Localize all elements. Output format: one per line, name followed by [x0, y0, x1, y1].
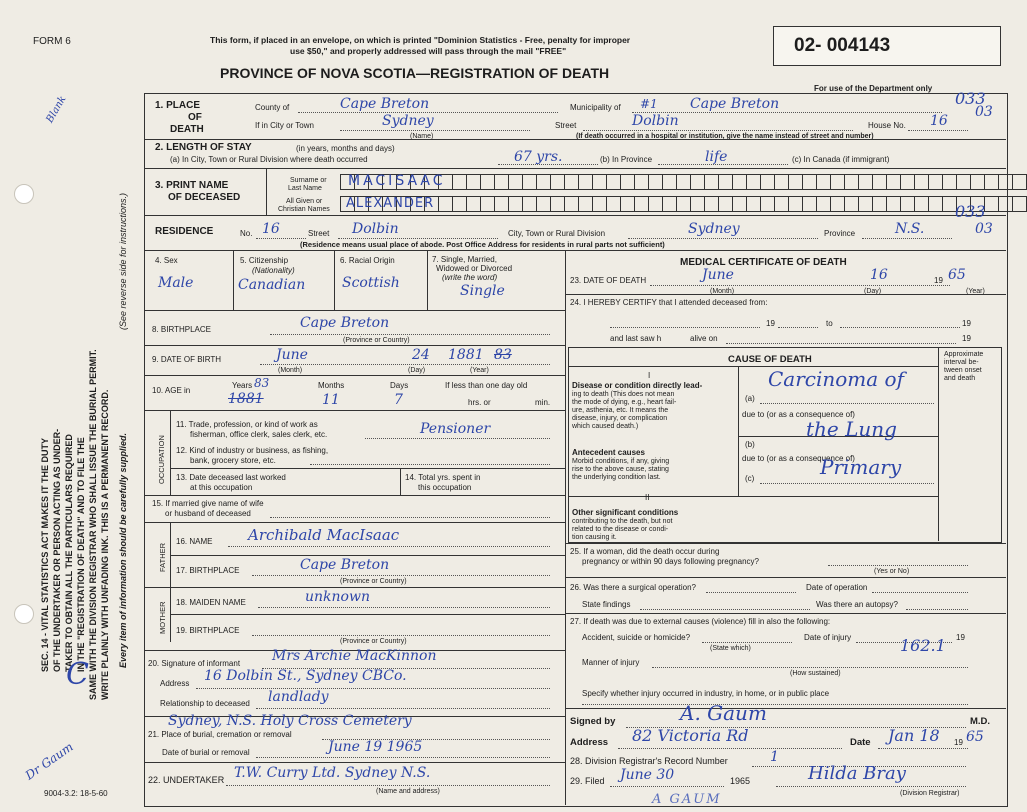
- nationality-label: (Nationality): [252, 266, 295, 275]
- form-title: PROVINCE OF NOVA SCOTIA—REGISTRATION OF DEATH: [220, 65, 610, 81]
- mother-birthplace-label: 19. BIRTHPLACE: [176, 626, 240, 635]
- other-line-2: contributing to the death, but not: [572, 518, 673, 525]
- marital-value: Single: [460, 283, 505, 299]
- antecedent-line-3: rise to the above cause, stating: [572, 466, 669, 473]
- residence-note: (Residence means usual place of abode. Post Office Address for residents in rural parts not sufficient): [300, 240, 665, 249]
- citizenship-value: Canadian: [238, 277, 306, 293]
- other-line-1: Other significant conditions: [572, 508, 679, 517]
- disease-line-6: which caused death.): [572, 423, 639, 430]
- stay-b-label: (b) In Province: [600, 155, 653, 164]
- age-years-label: Years: [232, 381, 253, 390]
- father-birthplace-label: 17. BIRTHPLACE: [176, 566, 240, 575]
- father-name-value: Archibald MacIsaac: [248, 526, 400, 544]
- age-years-value: 83: [254, 376, 270, 390]
- death-nineteen: 19: [934, 276, 943, 285]
- place-label: 1. PLACE: [155, 100, 201, 111]
- due-to-label-2: due to (or as a consequence of): [742, 454, 855, 463]
- section-roman-2: II: [645, 493, 650, 502]
- given-value: ALEXANDER: [346, 196, 435, 211]
- informant-address-label: Address: [160, 679, 190, 688]
- sustained-sub: (How sustained): [790, 670, 841, 677]
- medical-certificate-title: MEDICAL CERTIFICATE OF DEATH: [680, 257, 847, 268]
- residence-city-label: City, Town or Rural Division: [508, 229, 606, 238]
- occ13-line1: 13. Date deceased last worked: [176, 473, 286, 482]
- burial-label: 21. Place of burial, cremation or removal: [148, 730, 292, 739]
- cause-c-label: (c): [745, 474, 755, 483]
- specify-label: Specify whether injury occurred in industry, in home, or in public place: [582, 689, 830, 698]
- city-value: Sydney: [382, 113, 434, 129]
- informant-address-value: 16 Dolbin St., Sydney CBCo.: [204, 668, 407, 684]
- age-label: 10. AGE in: [152, 386, 191, 395]
- spouse-label-2: or husband of deceased: [165, 509, 251, 518]
- municipality-label: Municipality of: [570, 103, 621, 112]
- side-handwritten-blank: Blank: [44, 94, 69, 125]
- occupation-value: Pensioner: [420, 421, 491, 437]
- death-month-value: June: [702, 267, 734, 283]
- mail-notice-line1: This form, if placed in an envelope, on which is printed "Dominion Statistics - Free, penalty for improper: [210, 35, 631, 45]
- registration-number: 02- 004143: [794, 35, 891, 56]
- county-value: Cape Breton: [340, 96, 430, 112]
- cause-a-label: (a): [745, 394, 755, 403]
- occ11-line2: fisherman, office clerk, sales clerk, etc.: [190, 430, 328, 439]
- filed-year-value: 1965: [730, 776, 751, 786]
- occupation-vertical-label: OCCUPATION: [157, 435, 166, 484]
- age-min-label: min.: [535, 398, 551, 407]
- certify-19-a: 19: [766, 319, 775, 328]
- mail-notice-line2: use $50," and properly addressed will pass through the mail "FREE": [290, 46, 567, 56]
- death-day-sub: (Day): [864, 288, 882, 295]
- birthplace-value: Cape Breton: [300, 315, 390, 331]
- death-month-sub: (Month): [710, 288, 735, 295]
- dob-month: June: [276, 347, 308, 363]
- province-label: Province: [824, 229, 856, 238]
- section-roman-1: I: [648, 371, 651, 380]
- death-day-value: 16: [870, 267, 888, 283]
- print-name-label: 3. PRINT NAME: [155, 180, 229, 191]
- disease-line-2: ing to death (This does not mean: [572, 391, 675, 398]
- manner-label: Manner of injury: [582, 658, 640, 667]
- occ14-line1: 14. Total yrs. spent in: [405, 473, 481, 482]
- registration-number-box: [773, 26, 1001, 66]
- relationship-value: landlady: [268, 689, 329, 705]
- mother-birthplace-sub: (Province or Country): [340, 638, 407, 645]
- residence-city-value: Sydney: [688, 221, 740, 237]
- record-number-value: 1: [770, 749, 779, 765]
- signature-19: 19: [954, 738, 963, 747]
- code-1: 033: [955, 89, 986, 108]
- origin-value: Scottish: [342, 275, 400, 291]
- residence-street-value: Dolbin: [352, 221, 399, 237]
- signer-value: A. Gaum: [680, 701, 767, 725]
- citizenship-label: 5. Citizenship: [240, 256, 289, 265]
- signed-by-label: Signed by: [570, 716, 616, 727]
- occ12-line2: bank, grocery store, etc.: [190, 456, 276, 465]
- cause-b-value: the Lung: [806, 417, 897, 441]
- stamp-value: A GAUM: [652, 792, 722, 807]
- disease-line-4: ure, asthenia, etc. It means the: [572, 407, 669, 414]
- record-number-label: 28. Division Registrar's Record Number: [570, 756, 728, 766]
- name-sublabel: (Name): [410, 133, 434, 140]
- injury-date-label: Date of injury: [804, 633, 852, 642]
- other-line-4: tion causing it.: [572, 534, 617, 541]
- age-days-value: 7: [394, 392, 403, 408]
- division-registrar-sub: (Division Registrar): [900, 790, 960, 797]
- relationship-label: Relationship to deceased: [160, 699, 250, 708]
- burial-date-label: Date of burial or removal: [162, 748, 250, 757]
- birthplace-sub: (Province or Country): [343, 337, 410, 344]
- stay-a-value: 67 yrs.: [514, 149, 563, 165]
- residence-no-value: 16: [262, 221, 280, 237]
- cause-a-value: Carcinoma of: [768, 367, 904, 391]
- christian-names-label: Christian Names: [278, 206, 330, 213]
- house-label: House No.: [868, 121, 906, 130]
- mother-maiden-value: unknown: [305, 589, 370, 605]
- cause-c-value: Primary: [820, 455, 902, 479]
- age-months-value: 11: [322, 392, 340, 408]
- dob-year: 1881: [448, 347, 484, 363]
- province-value: N.S.: [895, 221, 925, 237]
- age-struck-value: 1881: [228, 391, 264, 407]
- marital-label-2: Widowed or Divorced: [436, 264, 513, 273]
- certify-to: to: [826, 319, 833, 328]
- disease-line-1: Disease or condition directly lead-: [572, 381, 703, 390]
- code-4: 03: [975, 221, 993, 237]
- county-label: County of: [255, 103, 290, 112]
- dob-year-sub: (Year): [470, 367, 489, 374]
- date-of-death-label: 23. DATE OF DEATH: [570, 276, 647, 285]
- interval-label-1: Approximate: [944, 351, 984, 358]
- side-handwritten-name: Dr Gaum: [22, 739, 76, 783]
- father-vertical-label: FATHER: [158, 542, 167, 572]
- age-days-label: Days: [390, 381, 409, 390]
- cause-of-death-title: CAUSE OF DEATH: [728, 354, 812, 365]
- marital-label-3: (write the word): [442, 273, 498, 282]
- autopsy-label: Was there an autopsy?: [816, 600, 898, 609]
- given-label: All Given or: [286, 198, 323, 205]
- injury-date-19: 19: [956, 633, 965, 642]
- informant-label: 20. Signature of informant: [148, 659, 241, 668]
- dob-day-sub: (Day): [408, 367, 426, 374]
- accident-label: Accident, suicide or homicide?: [582, 633, 691, 642]
- operation-date-label: Date of operation: [806, 583, 868, 592]
- death-year-sub: (Year): [966, 288, 985, 295]
- signature-date-value: Jan 18: [888, 726, 940, 745]
- mother-vertical-label: MOTHER: [158, 601, 167, 634]
- footer-code: 9004-3.2: 18-5-60: [44, 789, 108, 798]
- registrar-signature: Hilda Bray: [808, 763, 906, 784]
- birthplace-label: 8. BIRTHPLACE: [152, 325, 211, 334]
- certify-label: 24. I HEREBY CERTIFY that I attended deceased from:: [570, 298, 768, 307]
- death-year-value: 65: [948, 267, 966, 283]
- origin-label: 6. Racial Origin: [340, 256, 395, 265]
- injury-code-value: 162.1: [900, 636, 946, 655]
- occ12-line1: 12. Kind of industry or business, as fishing,: [176, 446, 329, 455]
- residence-label: RESIDENCE: [155, 226, 214, 237]
- findings-label: State findings: [582, 600, 631, 609]
- interval-label-3: tween onset: [944, 367, 982, 374]
- disease-line-3: the mode of dying, e.g., heart fail-: [572, 399, 677, 406]
- code-3: 033: [955, 202, 986, 221]
- age-hrs-label: hrs. or: [468, 398, 491, 407]
- undertaker-label: 22. UNDERTAKER: [148, 775, 225, 785]
- place-death-label: DEATH: [170, 124, 204, 135]
- house-value: 16: [930, 113, 948, 129]
- antecedent-line-4: the underlying condition last.: [572, 474, 661, 481]
- dob-day: 24: [412, 347, 430, 363]
- last-name-label: Last Name: [288, 185, 322, 192]
- age-months-label: Months: [318, 381, 345, 390]
- municipality-number: #1: [640, 97, 658, 111]
- age-less-day-label: If less than one day old: [445, 381, 528, 390]
- undertaker-sub: (Name and address): [376, 788, 440, 795]
- spouse-label-1: 15. If married give name of wife: [152, 499, 264, 508]
- marital-label-1: 7. Single, Married,: [432, 255, 497, 264]
- interval-label-2: interval be-: [944, 359, 979, 366]
- disease-line-5: disease, injury, or complication: [572, 415, 668, 422]
- dob-year-extra: 83: [494, 347, 512, 363]
- signature-year-value: 65: [966, 729, 984, 745]
- alive-19: 19: [962, 334, 971, 343]
- dob-month-sub: (Month): [278, 367, 303, 374]
- occ14-line2: this occupation: [418, 483, 472, 492]
- q26-label: 26. Was there a surgical operation?: [570, 583, 696, 592]
- alive-on-label: alive on: [690, 334, 718, 343]
- q27-label: 27. If death was due to external causes (violence) fill in also the following:: [570, 617, 831, 626]
- md-label: M.D.: [970, 716, 991, 727]
- due-to-label-1: due to (or as a consequence of): [742, 410, 855, 419]
- last-saw-label: and last saw h: [610, 334, 662, 343]
- punch-hole-bottom: [14, 604, 34, 624]
- state-which-sub: (State which): [710, 645, 751, 652]
- interval-label-4: and death: [944, 375, 976, 382]
- sex-label: 4. Sex: [155, 256, 178, 265]
- signature-date-label: Date: [850, 737, 871, 748]
- undertaker-value: T.W. Curry Ltd. Sydney N.S.: [234, 765, 431, 781]
- informant-value: Mrs Archie MacKinnon: [272, 648, 437, 664]
- surname-value: MACISAAC: [348, 173, 446, 189]
- street-value: Dolbin: [632, 113, 679, 129]
- stay-label: 2. LENGTH OF STAY: [155, 142, 252, 153]
- residence-no-label: No.: [240, 229, 253, 238]
- burial-place-value: Sydney, N.S. Holy Cross Cemetery: [168, 713, 412, 729]
- form-number: FORM 6: [33, 36, 71, 47]
- stay-a-label: (a) In City, Town or Rural Division where death occurred: [170, 155, 368, 164]
- yes-no-sub: (Yes or No): [874, 568, 910, 575]
- burial-date-value: June 19 1965: [328, 739, 423, 755]
- mother-maiden-label: 18. MAIDEN NAME: [176, 598, 246, 607]
- hospital-note: (If death occurred in a hospital or institution, give the name instead of street and number): [576, 133, 874, 140]
- dob-label: 9. DATE OF BIRTH: [152, 355, 222, 364]
- signature-address-value: 82 Victoria Rd: [632, 726, 749, 745]
- sex-value: Male: [158, 275, 194, 291]
- street-label: Street: [555, 121, 577, 130]
- antecedent-line-2: Morbid conditions, if any, giving: [572, 458, 670, 465]
- stay-sublabel: (in years, months and days): [296, 144, 395, 153]
- other-line-3: related to the disease or condi-: [572, 526, 669, 533]
- residence-street-label: Street: [308, 229, 330, 238]
- stay-b-value: life: [705, 149, 728, 165]
- occ13-line2: at this occupation: [190, 483, 253, 492]
- signature-address-label: Address: [570, 737, 609, 748]
- of-deceased-label: OF DECEASED: [168, 192, 241, 203]
- q25-line-2: pregnancy or within 90 days following pregnancy?: [582, 557, 759, 566]
- father-name-label: 16. NAME: [176, 537, 213, 546]
- punch-hole-top: [14, 184, 34, 204]
- cause-b-label: (b): [745, 440, 755, 449]
- code-2: 03: [975, 104, 993, 120]
- department-use-label: For use of the Department only: [814, 84, 933, 93]
- filed-value: June 30: [620, 767, 675, 783]
- given-cells: [340, 196, 1027, 212]
- surname-label: Surname or: [290, 177, 327, 184]
- stay-c-label: (c) In Canada (if immigrant): [792, 155, 890, 164]
- certify-19-b: 19: [962, 319, 971, 328]
- father-birthplace-value: Cape Breton: [300, 557, 390, 573]
- city-label: If in City or Town: [255, 121, 314, 130]
- side-handwritten-c: C: [66, 657, 89, 692]
- q25-line-1: 25. If a woman, did the death occur during: [570, 547, 720, 556]
- antecedent-line-1: Antecedent causes: [572, 448, 645, 457]
- municipality-value: Cape Breton: [690, 96, 780, 112]
- place-of-label: OF: [188, 112, 202, 123]
- occ11-line1: 11. Trade, profession, or kind of work as: [176, 420, 318, 429]
- father-birthplace-sub: (Province or Country): [340, 578, 407, 585]
- filed-label: 29. Filed: [570, 776, 605, 786]
